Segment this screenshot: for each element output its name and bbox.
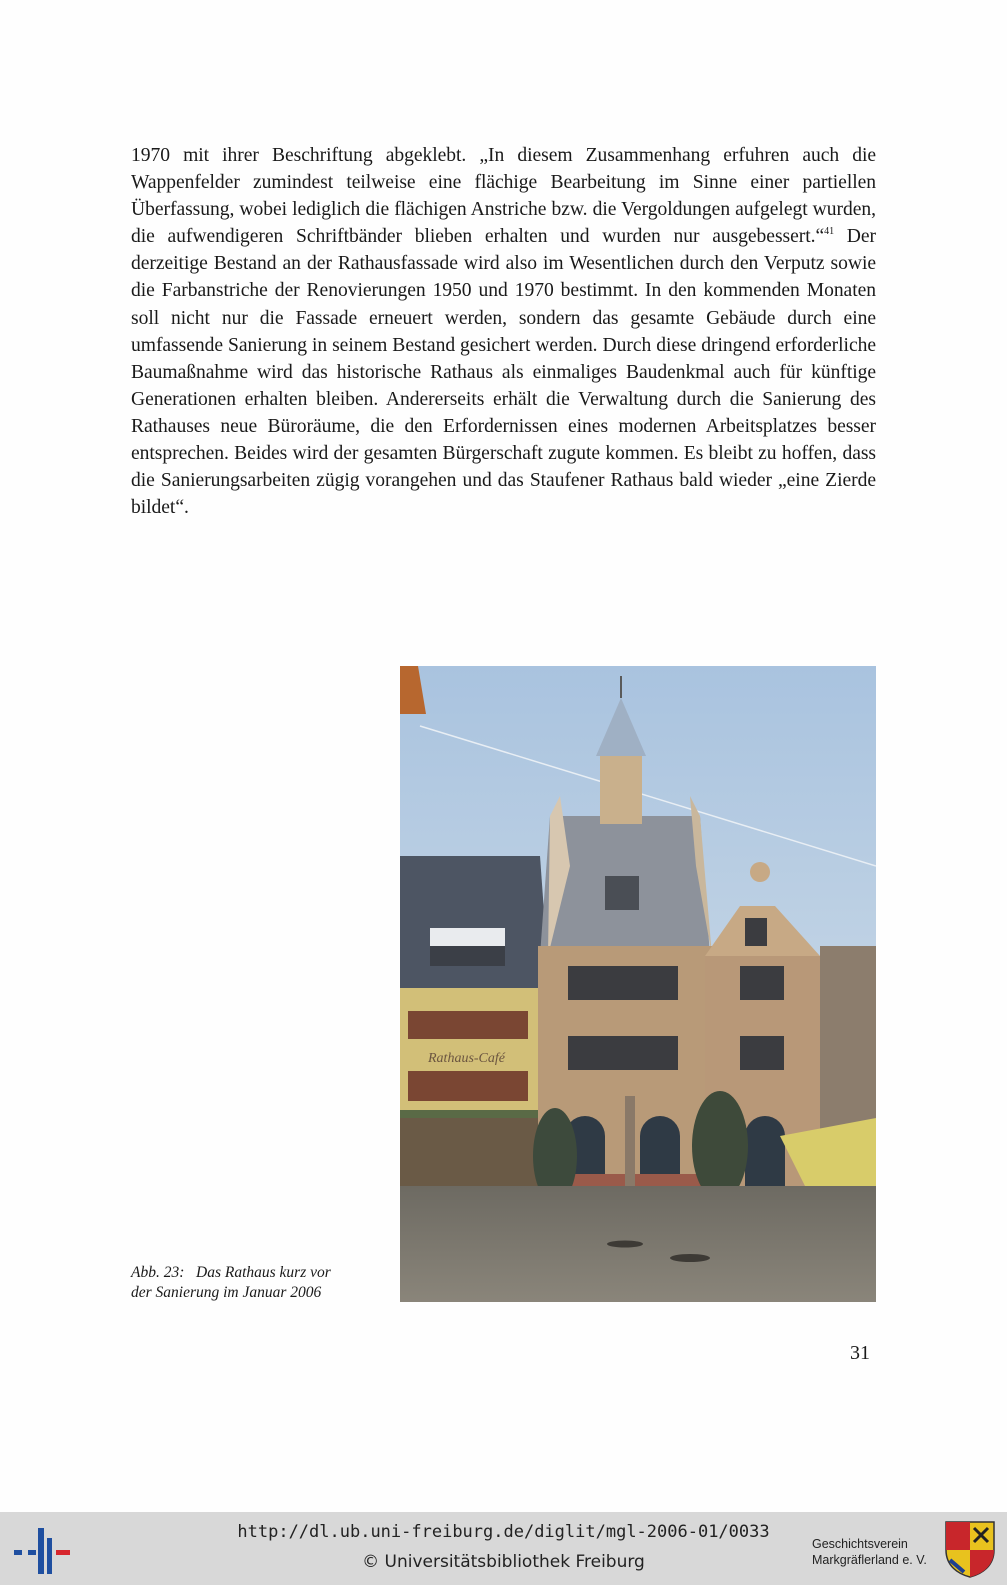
body-paragraph	[131, 142, 876, 521]
body-text-part1: 1970 mit ihrer Beschriftung abgeklebt. „In diesem Zusammenhang erfuhren auch die Wappenfelder zumindest teilweise eine flächige Bearbeitung im Sinne einer partiellen Überfassung, wobei lediglich die flächigen Anstriche bzw. die Vergoldungen aufgelegt wurden, die aufwendigeren Schriftbänder blieben erhalten und wurden nur ausgebessert.“	[131, 145, 876, 248]
society-crest-icon	[944, 1520, 996, 1578]
caption-line-1: Abb. 23: Das Rathaus kurz vor	[131, 1264, 331, 1281]
footer-url-link[interactable]: http://dl.ub.uni-freiburg.de/diglit/mgl-2006-01/0033	[237, 1522, 770, 1542]
footer-bar	[0, 1512, 1007, 1585]
town-hall-photo	[400, 666, 876, 1302]
society-line-2: Markgräflerland e. V.	[812, 1553, 927, 1567]
figure-caption	[131, 1263, 391, 1303]
page-number: 31	[850, 1342, 870, 1364]
shop-sign: Rathaus-Café	[428, 1051, 505, 1066]
society-line-1: Geschichtsverein	[812, 1537, 908, 1551]
body-text-part2: Der derzeitige Bestand an der Rathausfassade wird also im Wesentlichen durch den Verputz sowie die Farbanstriche der Renovierungen 1950 und 1970 bestimmt. In den kommenden Monaten soll nicht nur die Fassade erneuert werden, sondern das gesamte Gebäude durch eine umfassende Sanierung in seinem Bestand gesichert werden. Durch diese dringend erforderliche Baumaßnahme wird das historische Rathaus als einmaliges Baudenkmal auch für künftige Generationen erhalten bleiben. Andererseits erhält die Verwaltung durch die Sanierung des Rathauses neue Büroräume, die den Erfordernissen eines modernen Arbeitsplatzes besser entsprechen. Beides wird der gesamten Bürgerschaft zugute kommen. Es bleibt zu hoffen, dass die Sanierungsarbeiten zügig vorangehen und das Staufener Rathaus bald wieder „eine Zierde bildet“.	[131, 226, 876, 519]
footnote-ref[interactable]: 41	[824, 226, 835, 238]
footer-copyright: © Universitätsbibliothek Freiburg	[362, 1552, 645, 1572]
caption-line-2: der Sanierung im Januar 2006	[131, 1284, 322, 1301]
society-name	[812, 1536, 927, 1568]
